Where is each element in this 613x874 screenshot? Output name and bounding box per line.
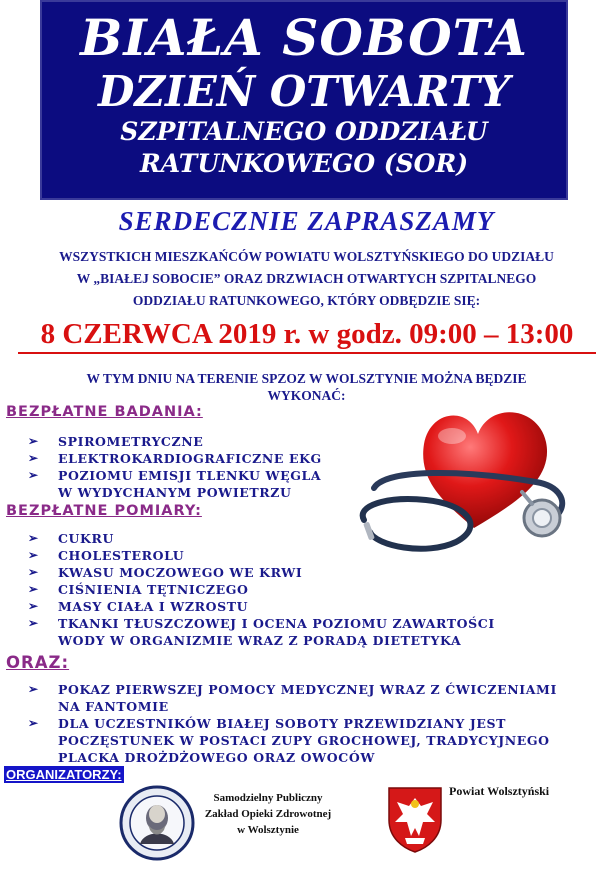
organizer-hospital-line: Samodzielny Publiczny bbox=[213, 792, 323, 804]
title-line-2: DZIEŃ OTWARTY bbox=[97, 67, 511, 116]
list-item: ➢ DLA UCZESTNIKÓW BIAŁEJ SOBOTY PRZEWIDZIANY JEST bbox=[28, 716, 507, 731]
list-item-continued: WODY W ORGANIZMIE WRAZ Z PORADĄ DIETETYKA bbox=[58, 633, 462, 648]
title-line-1: BIAŁA SOBOTA bbox=[80, 8, 528, 67]
day-intro-line: WYKONAĆ: bbox=[267, 388, 346, 403]
county-crest-icon bbox=[385, 784, 445, 854]
intro-line: WSZYSTKICH MIESZKAŃCÓW POWIATU WOLSZTYŃSKIEGO DO UDZIAŁU bbox=[59, 249, 554, 264]
hospital-seal-icon bbox=[118, 784, 196, 862]
arrowhead-icon: ➢ bbox=[28, 565, 39, 579]
list-item: ➢ SPIROMETRYCZNE bbox=[28, 434, 204, 449]
organizer-hospital-line: w Wolsztynie bbox=[237, 824, 299, 836]
list-item: ➢ ELEKTROKARDIOGRAFICZNE EKG bbox=[28, 451, 322, 466]
title-banner bbox=[40, 0, 568, 200]
list-item: ➢ CHOLESTEROLU bbox=[28, 548, 185, 563]
intro-text bbox=[0, 246, 613, 312]
organizers-label: ORGANIZATORZY: bbox=[6, 767, 122, 782]
organizer-hospital-line: Zakład Opieki Zdrowotnej bbox=[204, 808, 332, 820]
list-item-continued: POCZĘSTUNEK W POSTACI ZUPY GROCHOWEJ, TRADYCYJNEGO bbox=[58, 733, 550, 748]
arrowhead-icon: ➢ bbox=[28, 468, 39, 482]
arrowhead-icon: ➢ bbox=[28, 682, 39, 696]
list-oraz bbox=[28, 681, 557, 766]
list-item-continued: PLACKA DROŻDŻOWEGO ORAZ OWOCÓW bbox=[58, 750, 375, 765]
arrowhead-icon: ➢ bbox=[28, 716, 39, 730]
organizer-hospital bbox=[194, 790, 342, 838]
arrowhead-icon: ➢ bbox=[28, 531, 39, 545]
invitation-heading: SERDECZNIE ZAPRASZAMY bbox=[118, 206, 495, 236]
list-item: ➢ KWASU MOCZOWEGO WE KRWI bbox=[28, 565, 303, 580]
list-item: ➢ CIŚNIENIA TĘTNICZEGO bbox=[28, 582, 249, 597]
section-title-oraz: ORAZ: bbox=[6, 653, 70, 672]
title-line-4: RATUNKOWEGO (SOR) bbox=[139, 149, 469, 178]
arrowhead-icon: ➢ bbox=[28, 616, 39, 630]
arrowhead-icon: ➢ bbox=[28, 582, 39, 596]
day-intro-line: W TYM DNIU NA TERENIE SPZOZ W WOLSZTYNIE MOŻNA BĘDZIE bbox=[86, 371, 527, 386]
list-item: ➢ MASY CIAŁA I WZROSTU bbox=[28, 599, 249, 614]
section-title-badania: BEZPŁATNE BADANIA: bbox=[6, 404, 203, 420]
list-item: ➢ TKANKI TŁUSZCZOWEJ I OCENA POZIOMU ZAWARTOŚCI bbox=[28, 616, 495, 631]
arrowhead-icon: ➢ bbox=[28, 548, 39, 562]
event-date: 8 CZERWCA 2019 r. w godz. 09:00 – 13:00 bbox=[18, 316, 596, 354]
arrowhead-icon: ➢ bbox=[28, 451, 39, 465]
arrowhead-icon: ➢ bbox=[28, 434, 39, 448]
list-item-continued: NA FANTOMIE bbox=[58, 699, 169, 714]
intro-line: ODDZIAŁU RATUNKOWEGO, KTÓRY ODBĘDZIE SIĘ: bbox=[132, 293, 481, 308]
intro-line: W „BIAŁEJ SOBOCIE” ORAZ DRZWIACH OTWARTYCH SZPITALNEGO bbox=[76, 271, 537, 286]
list-item: ➢ CUKRU bbox=[28, 531, 115, 546]
arrowhead-icon: ➢ bbox=[28, 599, 39, 613]
heart-stethoscope-icon bbox=[346, 396, 578, 568]
title-line-3: SZPITALNEGO ODDZIAŁU bbox=[120, 117, 488, 146]
list-badania bbox=[28, 433, 322, 501]
list-item: ➢ POKAZ PIERWSZEJ POMOCY MEDYCZNEJ WRAZ Z ĆWICZENIAMI bbox=[28, 682, 557, 697]
list-item: ➢ POZIOMU EMISJI TLENKU WĘGLA bbox=[28, 468, 322, 483]
list-item-continued: W WYDYCHANYM POWIETRZU bbox=[58, 485, 292, 500]
organizer-county: Powiat Wolsztyński bbox=[449, 784, 550, 798]
section-title-pomiary: BEZPŁATNE POMIARY: bbox=[6, 503, 202, 519]
